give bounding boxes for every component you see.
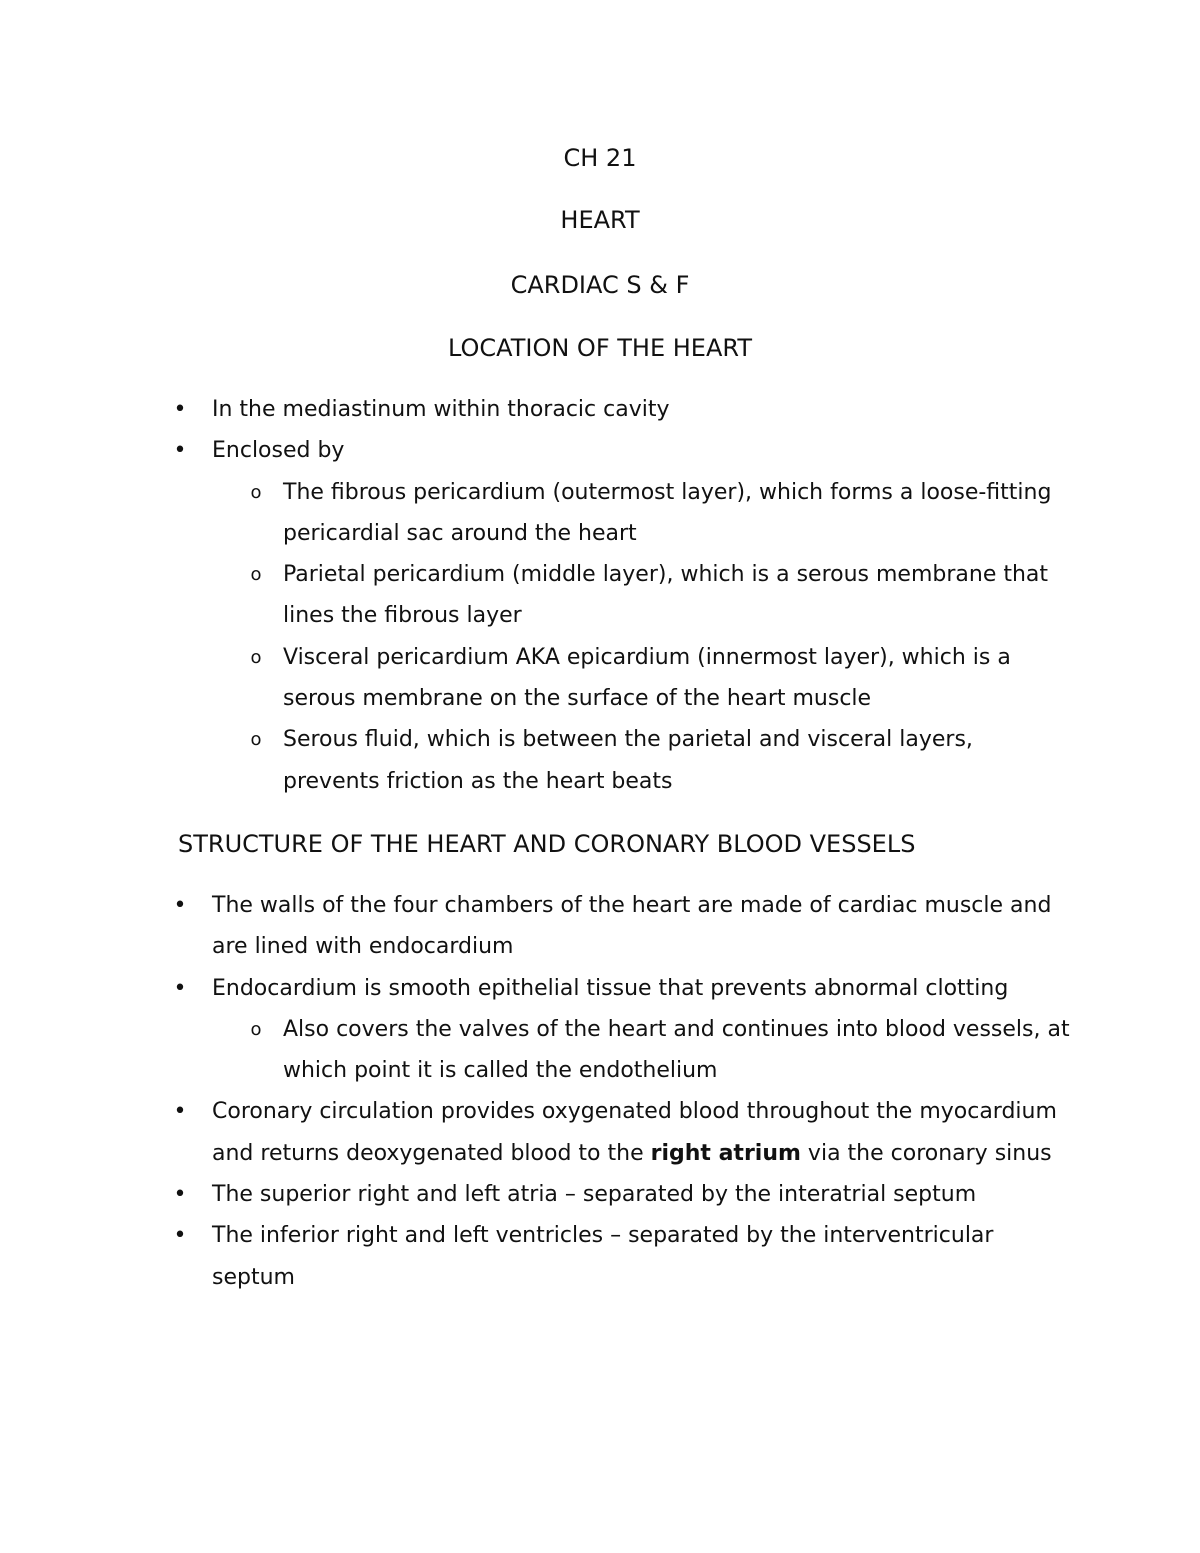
list-item-text-end: via the coronary sinus — [800, 1140, 1052, 1166]
subtopic-title: CARDIAC S & F — [510, 271, 690, 299]
list-item-text: In the mediastinum within thoracic cavity — [212, 397, 670, 422]
sub-list-item — [0, 472, 1200, 555]
list-item — [0, 1174, 1200, 1215]
list-item — [0, 1215, 1200, 1298]
bullet-marker: • — [173, 397, 187, 422]
emphasized-term: right atrium — [650, 1140, 801, 1166]
structure-list — [0, 885, 1200, 1298]
bullet-marker: • — [173, 1099, 187, 1125]
topic-title: HEART — [560, 206, 640, 234]
list-item-text: Endocardium is smooth epithelial tissue that prevents abnormal clotting — [212, 975, 1009, 1001]
sub-bullet-marker: o — [250, 1018, 262, 1040]
sub-bullet-marker: o — [250, 729, 262, 751]
list-item-text: Also covers the valves of the heart and continues into blood vessels, at which point it is called the endothelium — [283, 1016, 1070, 1084]
list-item-text: Enclosed by — [212, 438, 345, 464]
sub-list-item — [0, 637, 1200, 720]
structure-heading: STRUCTURE OF THE HEART AND CORONARY BLOOD VESSELS — [178, 830, 916, 858]
list-item-text: The fibrous pericardium (outermost layer), which forms a loose-fitting pericardial sac around the heart — [283, 479, 1052, 546]
bullet-marker: • — [173, 893, 187, 918]
list-item — [0, 885, 1200, 968]
location-list — [0, 389, 1200, 802]
bullet-marker: • — [173, 438, 187, 464]
list-item — [0, 968, 1200, 1009]
sub-bullet-marker: o — [250, 481, 262, 503]
list-item-text: The inferior right and left ventricles – separated by the interventricular septum — [212, 1223, 994, 1290]
location-heading: LOCATION OF THE HEART — [448, 334, 752, 362]
list-item-text: Visceral pericardium AKA epicardium (innermost layer), which is a serous membrane on the surface of the heart muscle — [283, 644, 1011, 712]
list-item — [0, 389, 1200, 430]
list-item-text-start: Coronary circulation provides oxygenated blood throughout the myocardium and returns deoxygenated blood to the — [212, 1099, 1057, 1166]
sub-bullet-marker: o — [250, 564, 262, 586]
bullet-marker: • — [173, 1182, 187, 1208]
bullet-marker: • — [173, 975, 187, 1001]
sub-bullet-marker: o — [250, 646, 262, 668]
sub-list-item — [0, 1009, 1200, 1092]
list-item-text: The superior right and left atria – separated by the interatrial septum — [212, 1182, 977, 1208]
list-item — [0, 430, 1200, 471]
list-item-text: Parietal pericardium (middle layer), which is a serous membrane that lines the fibrous layer — [283, 562, 1049, 629]
sub-list-item — [0, 554, 1200, 637]
chapter-title: CH 21 — [563, 144, 637, 172]
list-item — [0, 1091, 1200, 1174]
list-item-text: The walls of the four chambers of the heart are made of cardiac muscle and are lined with endocardium — [212, 893, 1052, 960]
bullet-marker: • — [173, 1223, 187, 1249]
sub-list-item — [0, 719, 1200, 802]
list-item-text: Serous fluid, which is between the parietal and visceral layers, prevents friction as the heart beats — [283, 727, 973, 794]
